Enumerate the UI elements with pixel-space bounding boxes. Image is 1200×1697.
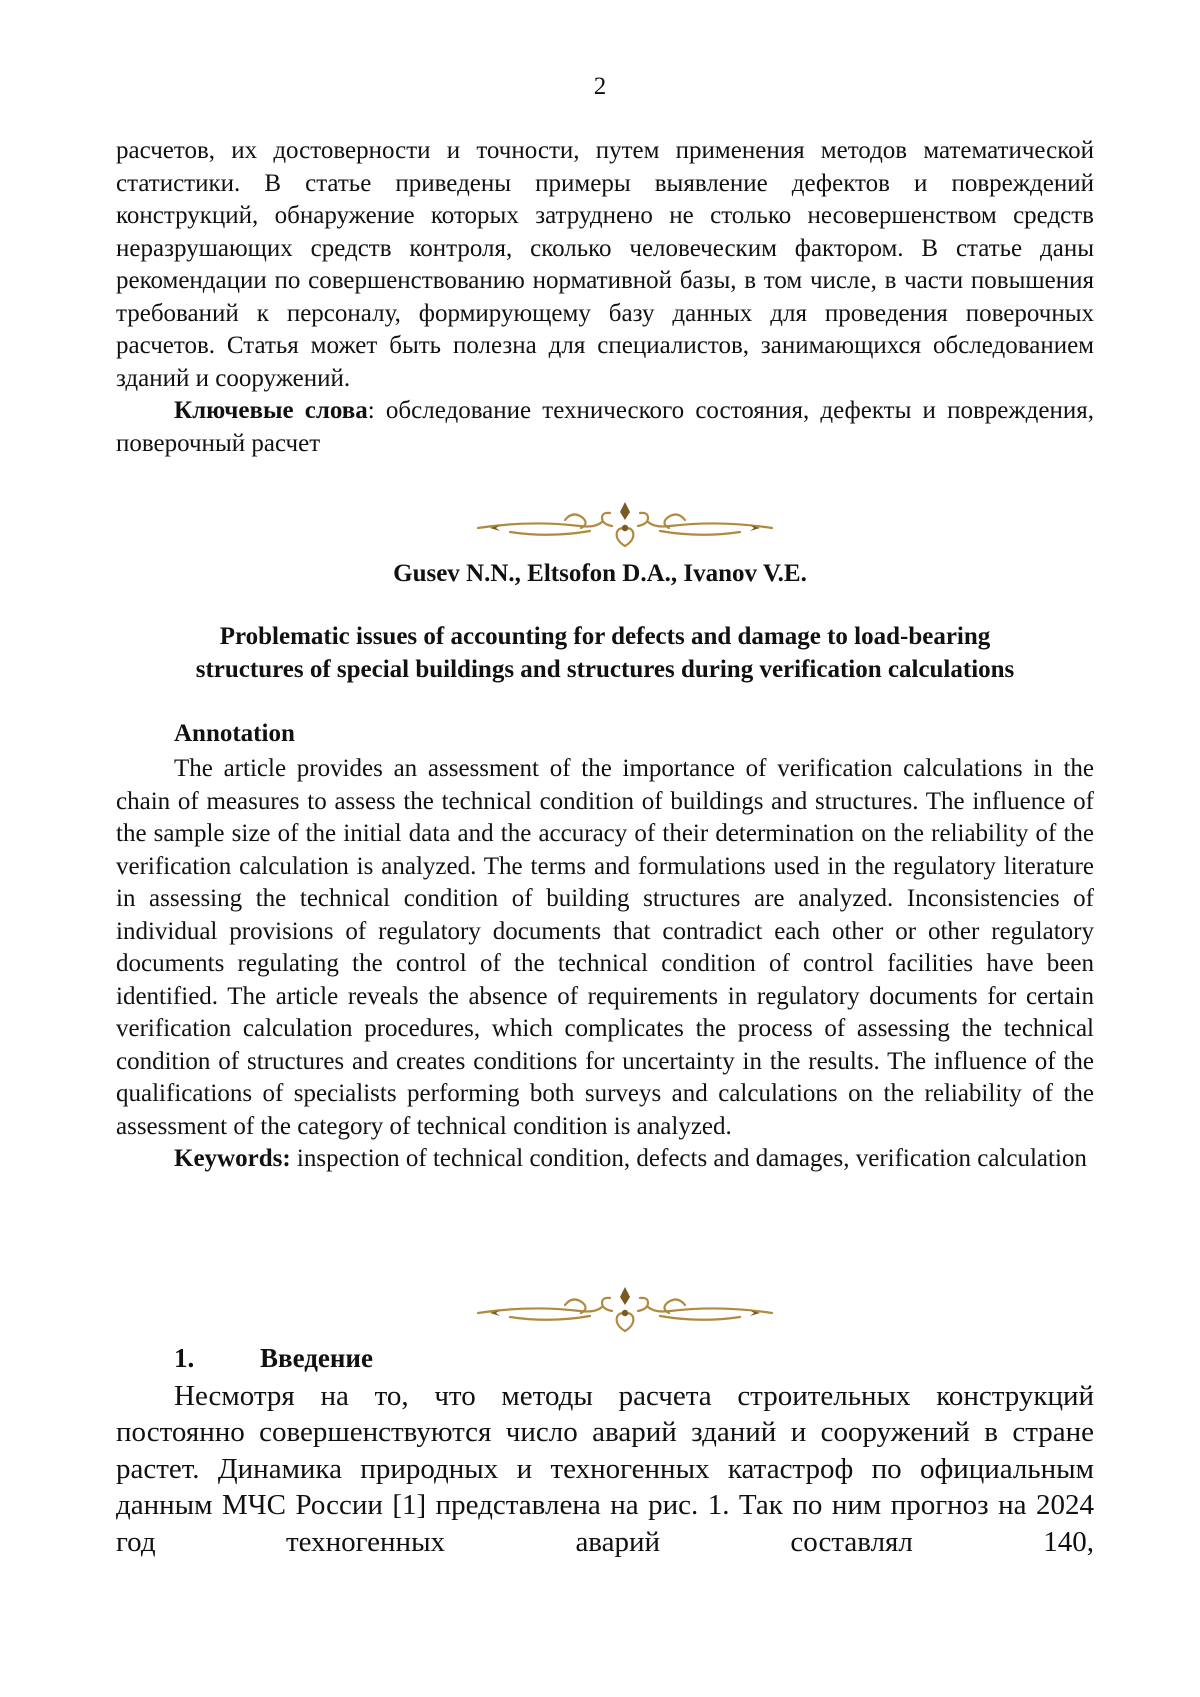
- ornament-divider-icon: [470, 1283, 780, 1339]
- russian-keywords: [116, 395, 1094, 460]
- english-keywords-label: Keywords:: [174, 1145, 291, 1172]
- russian-keywords-text: : обследование технического состояния, дефекты и повреждения, поверочный расчет: [116, 397, 1094, 457]
- section-title: Введение: [260, 1343, 373, 1373]
- section-heading-introduction: [174, 1340, 373, 1376]
- russian-keywords-label: Ключевые слова: [174, 397, 368, 424]
- english-keywords: [116, 1143, 1094, 1176]
- russian-abstract-paragraph: расчетов, их достоверности и точности, путем применения методов математической статистики. В статье приведены примеры выявление дефектов и повреждений конструкций, обнаружение которых затруднено не столько несовершенством средств неразрушающих средств контроля, сколько человеческим фактором. В статье даны рекомендации по совершенствованию нормативной базы, в том числе, в части повышения требований к персоналу, формирующему базу данных для проведения поверочных расчетов. Статья может быть полезна для специалистов, занимающихся обследованием зданий и сооружений.: [116, 137, 1094, 392]
- english-title-line-1: Problematic issues of accounting for defects and damage to load-bearing: [219, 623, 991, 650]
- english-authors: Gusev N.N., Eltsofon D.A., Ivanov V.E.: [393, 560, 807, 587]
- russian-abstract-section: [116, 135, 1094, 460]
- english-annotation-section: [116, 753, 1094, 1176]
- section-number: 1.: [174, 1343, 195, 1373]
- english-annotation-paragraph: The article provides an assessment of the importance of verification calculations in the chain of measures to assess the technical condition of buildings and structures. The influence of the sample size of the initial data and the accuracy of their determination on the reliability of the verification calculation is analyzed. The terms and formulations used in the regulatory literature in assessing the technical condition of building structures are analyzed. Inconsistencies of individual provisions of regulatory documents that contradict each other or other regulatory documents regulating the control of the technical condition of control facilities have been identified. The article reveals the absence of requirements in regulatory documents for certain verification calculation procedures, which complicates the process of assessing the technical condition of structures and creates conditions for uncertainty in the results. The influence of the qualifications of specialists performing both surveys and calculations on the reliability of the assessment of the category of technical condition is analyzed.: [116, 755, 1094, 1140]
- english-title: [116, 620, 1094, 686]
- english-keywords-text: inspection of technical condition, defects and damages, verification calculation: [290, 1145, 1087, 1172]
- annotation-heading: Annotation: [174, 720, 295, 747]
- introduction-paragraph: Несмотря на то, что методы расчета строительных конструкций постоянно совершенствуются число аварий зданий и сооружений в стране растет. Динамика природных и техногенных катастроф по официальным данным МЧС России [1] представлена на рис. 1. Так по ним прогноз на 2024 год техногенных аварий составлял 140,: [116, 1380, 1094, 1558]
- introduction-section: [116, 1378, 1094, 1560]
- english-title-line-2: structures of special buildings and structures during verification calculations: [195, 656, 1015, 683]
- page-number: 2: [593, 73, 607, 100]
- ornament-divider-icon: [470, 498, 780, 554]
